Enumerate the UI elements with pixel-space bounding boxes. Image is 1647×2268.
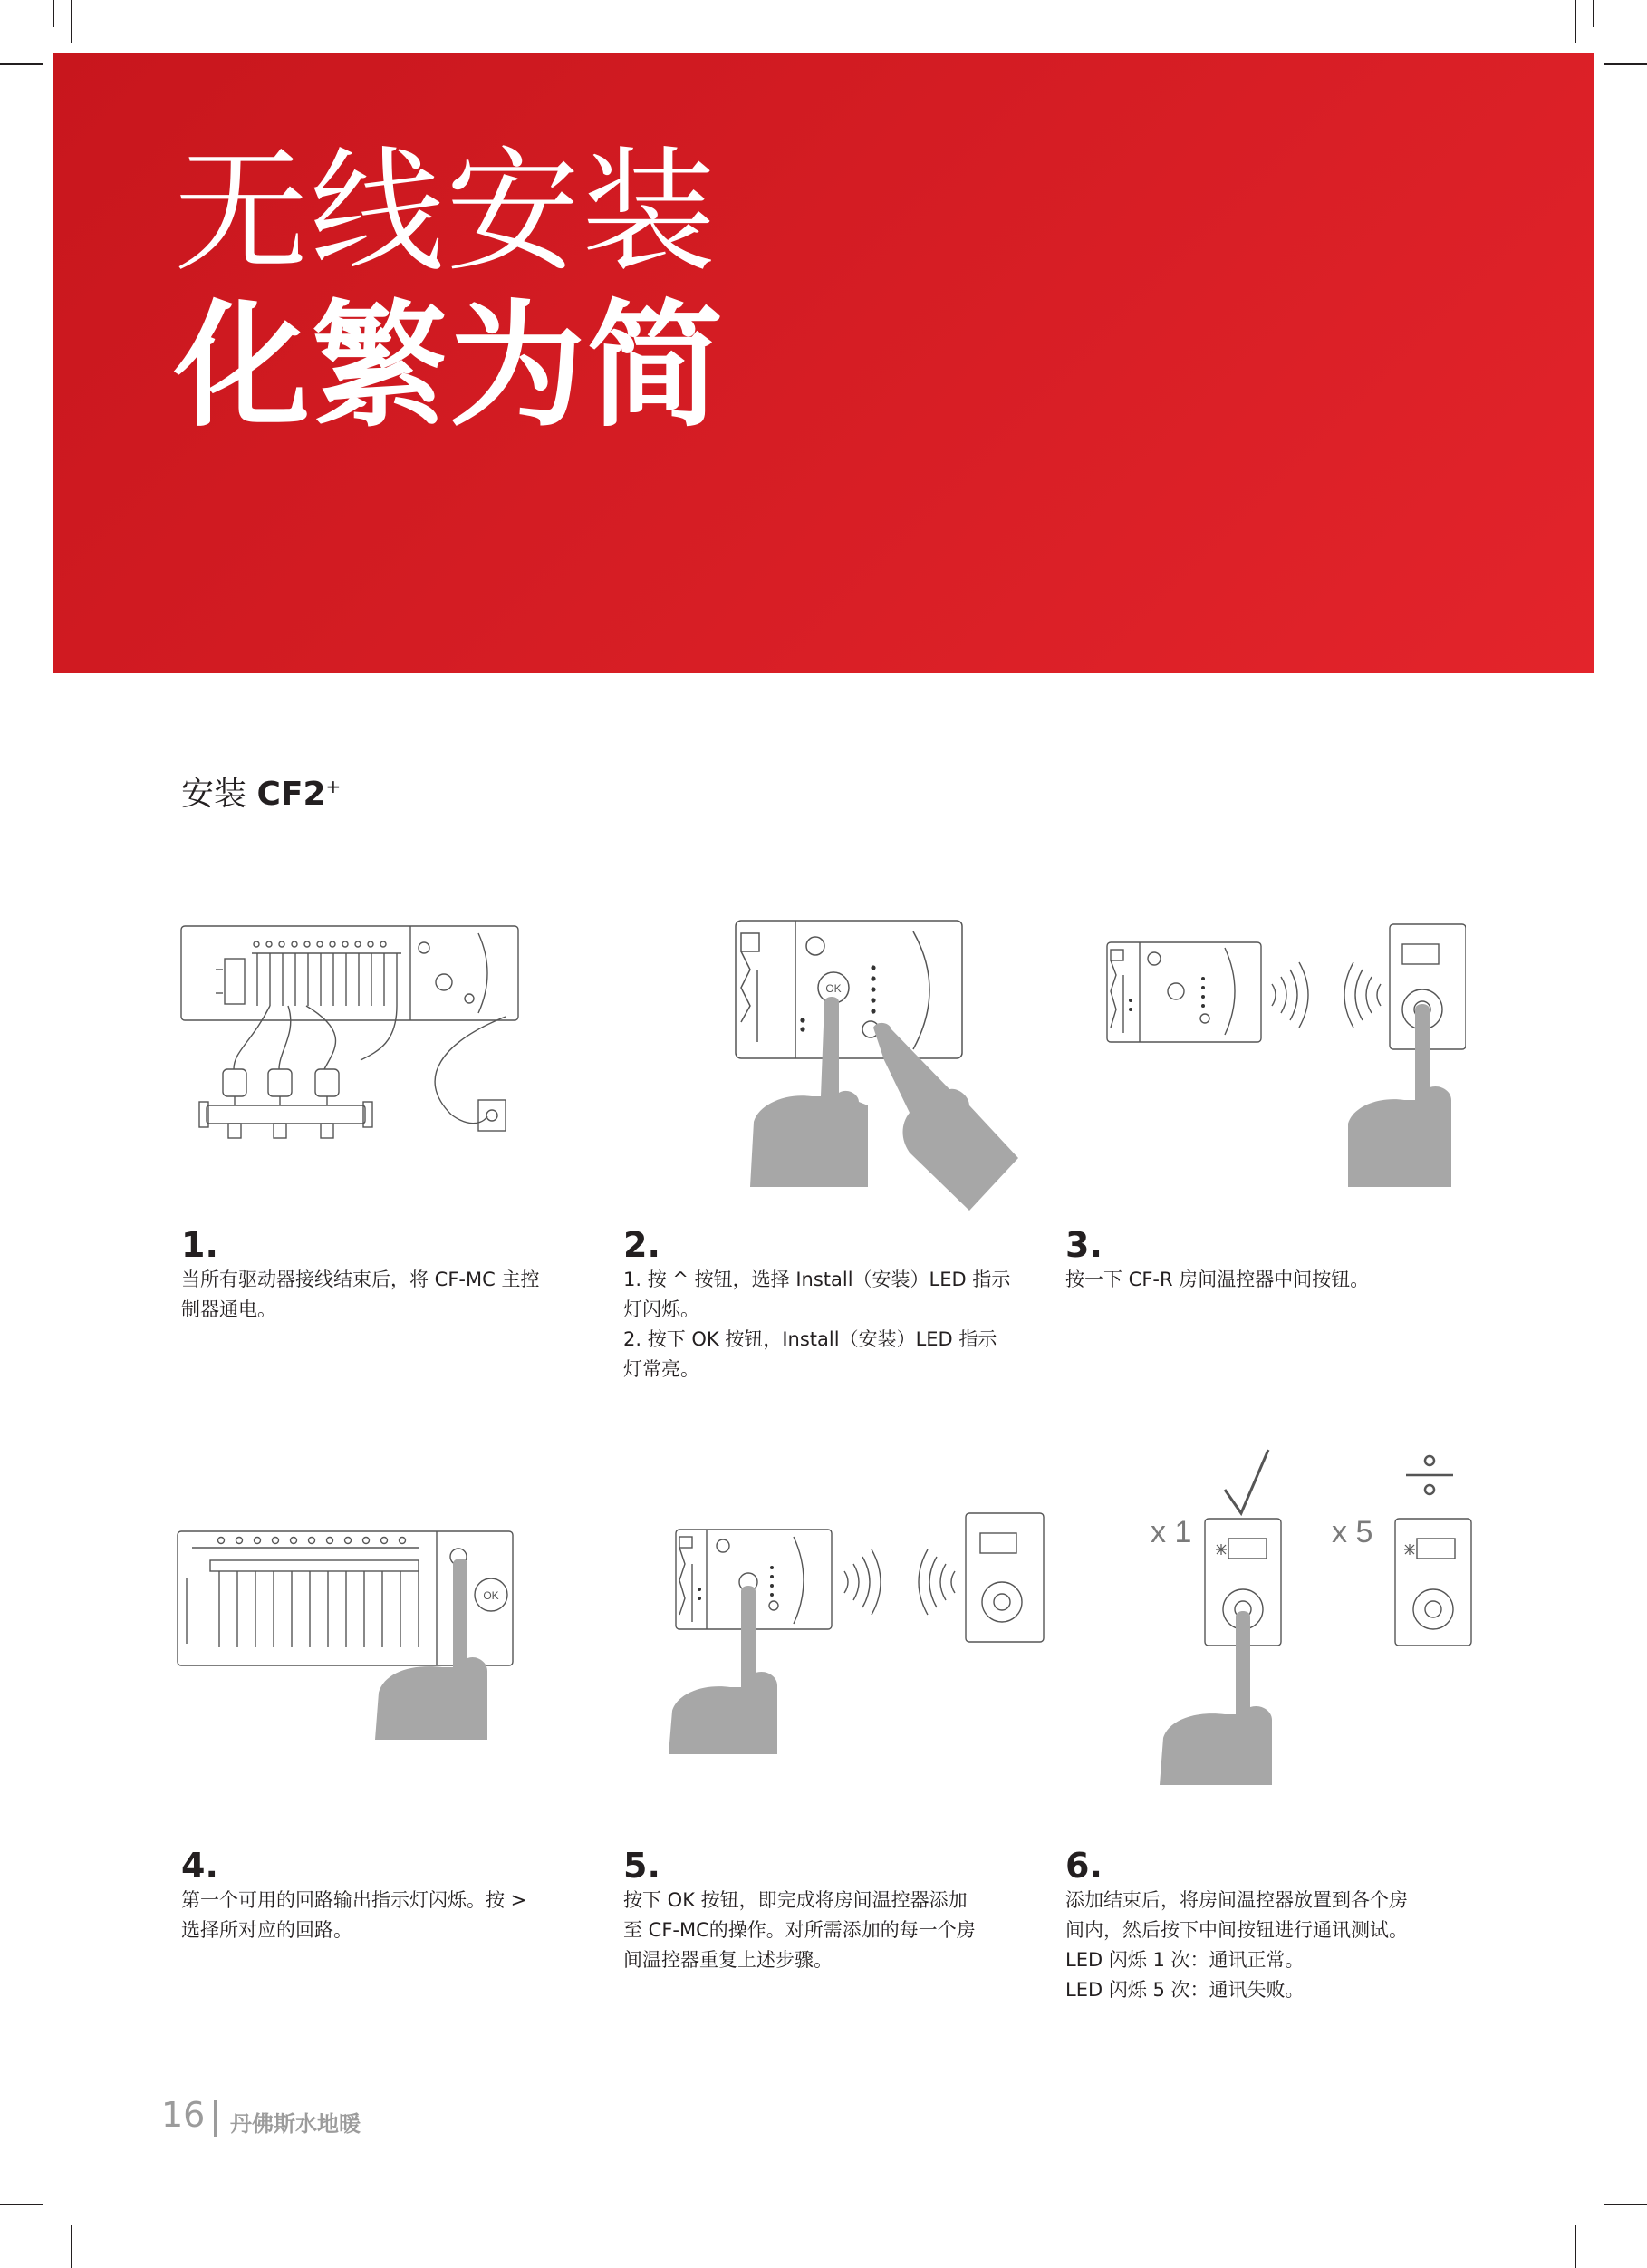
room-thermostat-fail [1395, 1519, 1471, 1646]
step6-illustration [1143, 1443, 1478, 1787]
crop-mark [0, 2204, 43, 2205]
step2-text [623, 1265, 1022, 1385]
step6-line: LED 闪烁 1 次：通讯正常。 [1065, 1949, 1305, 1971]
hand-press-ok [750, 997, 868, 1187]
step4-number: 4. [181, 1846, 218, 1886]
step6-line: 间内，然后按下中间按钮进行通讯测试。 [1065, 1919, 1408, 1941]
crop-mark [71, 2225, 72, 2268]
footer-brand: 丹佛斯水地暖 [230, 2111, 361, 2137]
step2-line: 1. 按 ^ 按钮，选择 Install（安装）LED 指示 [623, 1269, 1011, 1290]
power-outlet [478, 1100, 506, 1131]
crop-mark [1575, 2225, 1576, 2268]
step3-illustration [1103, 919, 1466, 1191]
step2-line: 2. 按下 OK 按钮，Install（安装）LED 指示 [623, 1328, 997, 1350]
section-title-model: CF2 [256, 776, 326, 813]
step1-number: 1. [181, 1225, 218, 1265]
hand-press-thermostat [1348, 1004, 1451, 1187]
step4-line: 选择所对应的回路。 [181, 1919, 352, 1941]
step1-line: 制器通电。 [181, 1298, 276, 1320]
step6-number: 6. [1065, 1846, 1103, 1886]
step5-text [623, 1886, 1022, 1975]
step2-line: 灯闪烁。 [623, 1298, 699, 1320]
crop-mark [71, 0, 72, 43]
section-title-prefix: 安装 [181, 776, 257, 813]
ok-label: OK [483, 1589, 499, 1602]
crop-mark [1593, 0, 1594, 27]
step4-text [181, 1886, 580, 1945]
banner-title-line1: 无线安装 [174, 134, 718, 290]
step5-line: 至 CF-MC的操作。对所需添加的每一个房 [623, 1919, 976, 1941]
step5-line: 按下 OK 按钮，即完成将房间温控器添加 [623, 1889, 968, 1911]
step5-illustration [669, 1504, 1049, 1758]
step5-line: 间温控器重复上述步骤。 [623, 1949, 833, 1971]
step6-line: LED 闪烁 5 次：通讯失败。 [1065, 1979, 1305, 2001]
ok-label: OK [825, 982, 842, 995]
crop-mark [1575, 0, 1576, 43]
step4-illustration [174, 1526, 518, 1743]
section-title [181, 768, 341, 815]
step3-number: 3. [1065, 1225, 1103, 1265]
step3-line: 按一下 CF-R 房间温控器中间按钮。 [1065, 1269, 1370, 1290]
section-title-sup: + [325, 776, 342, 797]
crop-mark [1604, 2204, 1647, 2205]
footer-divider [214, 2100, 217, 2137]
x5-label: x 5 [1332, 1515, 1373, 1549]
hand-press-next [375, 1559, 487, 1740]
divide-icon [1406, 1456, 1453, 1494]
step5-number: 5. [623, 1846, 660, 1886]
step2-number: 2. [623, 1225, 660, 1265]
controller-body [181, 926, 518, 1020]
step2-line: 灯常亮。 [623, 1358, 699, 1380]
hand-press-thermostat [1160, 1611, 1272, 1785]
step1-line: 当所有驱动器接线结束后，将 CF-MC 主控 [181, 1269, 540, 1290]
checkmark-icon [1225, 1450, 1268, 1513]
hand-press-ok [669, 1586, 777, 1754]
step6-line: 添加结束后，将房间温控器放置到各个房 [1065, 1889, 1408, 1911]
page-number: 16 [161, 2095, 206, 2135]
step6-text [1065, 1886, 1464, 2005]
banner-title-line2: 化繁为简 [174, 288, 726, 446]
crop-mark [1604, 63, 1647, 65]
hand-press-up [873, 1023, 1018, 1211]
x1-label: x 1 [1151, 1515, 1192, 1549]
step4-line: 第一个可用的回路输出指示灯闪烁。按 > [181, 1889, 527, 1911]
step2-illustration [732, 915, 1031, 1214]
step1-text [181, 1265, 580, 1325]
crop-mark [0, 63, 43, 65]
step1-illustration [179, 915, 524, 1160]
step3-text [1065, 1265, 1464, 1295]
crop-mark [53, 0, 54, 27]
led-flash-icon [1216, 1544, 1415, 1555]
